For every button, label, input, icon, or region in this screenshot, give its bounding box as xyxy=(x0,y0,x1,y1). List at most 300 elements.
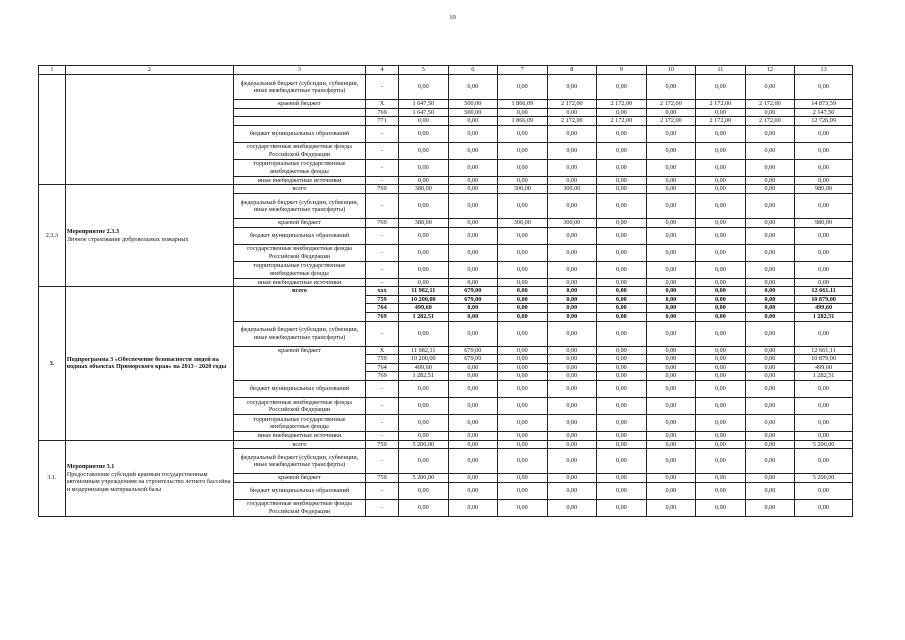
amount-cell: 499,60 xyxy=(795,304,853,313)
amount-cell: 0,00 xyxy=(448,474,498,483)
code-cell: - xyxy=(366,261,399,278)
amount-cell: 0,00 xyxy=(498,397,548,414)
amount-cell: 0,00 xyxy=(696,499,746,516)
amount-cell: 0,00 xyxy=(745,449,795,474)
amount-cell: 0,00 xyxy=(646,176,696,185)
amount-cell: 0,00 xyxy=(448,304,498,313)
amount-cell: 0,00 xyxy=(696,482,746,499)
amount-cell: 0,00 xyxy=(745,108,795,117)
code-cell: 769 xyxy=(366,312,399,321)
amount-cell: 0,00 xyxy=(597,159,647,176)
amount-cell: 0,00 xyxy=(399,117,449,126)
amount-cell: 0,00 xyxy=(646,227,696,244)
amount-cell: 1 282,51 xyxy=(399,372,449,381)
amount-cell: 0,00 xyxy=(696,278,746,287)
amount-cell: 0,00 xyxy=(696,218,746,227)
amount-cell: 0,00 xyxy=(498,295,548,304)
amount-cell: 500,00 xyxy=(448,108,498,117)
amount-cell: 0,00 xyxy=(547,287,597,296)
funding-source xyxy=(233,117,365,126)
amount-cell: 5 200,00 xyxy=(795,474,853,483)
amount-cell: 0,00 xyxy=(745,261,795,278)
amount-cell: 0,00 xyxy=(498,142,548,159)
amount-cell: 0,00 xyxy=(498,176,548,185)
amount-cell: 679,00 xyxy=(448,346,498,355)
amount-cell: 0,00 xyxy=(498,431,548,440)
amount-cell: 0,00 xyxy=(646,372,696,381)
measure-description: Предоставление субсидий краевым государственным автономным учреждениям на строительство летнего бассейна и модернизация материальной базы xyxy=(66,470,231,493)
amount-cell: 2 172,00 xyxy=(597,100,647,109)
amount-cell: 0,00 xyxy=(498,159,548,176)
amount-cell: 380,00 xyxy=(399,218,449,227)
amount-cell: 300,00 xyxy=(498,185,548,194)
amount-cell: 0,00 xyxy=(597,449,647,474)
code-cell: - xyxy=(366,125,399,142)
funding-source: бюджет муниципальных образований xyxy=(233,482,365,499)
amount-cell: 0,00 xyxy=(547,295,597,304)
amount-cell: 10 879,00 xyxy=(795,355,853,364)
amount-cell: 0,00 xyxy=(745,397,795,414)
funding-source xyxy=(233,108,365,117)
funding-source: государственные внебюджетные фонды Российской Федерации xyxy=(233,397,365,414)
amount-cell: 0,00 xyxy=(696,244,746,261)
amount-cell: 1 647,50 xyxy=(399,100,449,109)
amount-cell: 0,00 xyxy=(597,304,647,313)
amount-cell: 0,00 xyxy=(696,227,746,244)
amount-cell: 0,00 xyxy=(448,363,498,372)
amount-cell: 0,00 xyxy=(646,449,696,474)
amount-cell: 0,00 xyxy=(597,295,647,304)
amount-cell: 0,00 xyxy=(498,278,548,287)
amount-cell: 0,00 xyxy=(745,414,795,431)
funding-source: всего xyxy=(233,440,365,449)
code-cell: X xyxy=(366,346,399,355)
amount-cell: 0,00 xyxy=(399,499,449,516)
amount-cell: 1 866,09 xyxy=(498,117,548,126)
funding-source: краевой бюджет xyxy=(233,346,365,380)
amount-cell: 0,00 xyxy=(696,295,746,304)
col-header: 7 xyxy=(498,66,548,75)
amount-cell: 0,00 xyxy=(646,346,696,355)
col-header: 6 xyxy=(448,66,498,75)
amount-cell: 0,00 xyxy=(448,380,498,397)
code-cell: - xyxy=(366,176,399,185)
amount-cell: 0,00 xyxy=(498,321,548,346)
funding-source: федеральный бюджет (субсидии, субвенции, иные межбюджетные трансферты) xyxy=(233,75,365,100)
amount-cell: 0,00 xyxy=(646,431,696,440)
amount-cell: 0,00 xyxy=(597,278,647,287)
funding-source: бюджет муниципальных образований xyxy=(233,227,365,244)
amount-cell: 0,00 xyxy=(795,321,853,346)
code-cell: - xyxy=(366,321,399,346)
amount-cell: 0,00 xyxy=(547,380,597,397)
amount-cell: 0,00 xyxy=(498,440,548,449)
amount-cell: 12 661,11 xyxy=(795,346,853,355)
amount-cell: 0,00 xyxy=(646,414,696,431)
amount-cell: 0,00 xyxy=(498,380,548,397)
amount-cell: 0,00 xyxy=(498,244,548,261)
amount-cell: 0,00 xyxy=(498,108,548,117)
amount-cell: 0,00 xyxy=(547,346,597,355)
amount-cell: 2 172,00 xyxy=(646,117,696,126)
amount-cell: 0,00 xyxy=(795,449,853,474)
amount-cell: 0,00 xyxy=(745,440,795,449)
amount-cell: 0,00 xyxy=(448,321,498,346)
amount-cell: 679,00 xyxy=(448,355,498,364)
amount-cell: 0,00 xyxy=(498,193,548,218)
amount-cell: 1 647,50 xyxy=(399,108,449,117)
code-cell: 759 xyxy=(366,355,399,364)
funding-source: краевой бюджет xyxy=(233,218,365,227)
amount-cell: 0,00 xyxy=(448,125,498,142)
amount-cell: 0,00 xyxy=(597,355,647,364)
amount-cell: 0,00 xyxy=(696,474,746,483)
measure-title: Мероприятие 2.3.3 xyxy=(66,228,120,236)
funding-source: всего xyxy=(233,185,365,194)
code-cell: - xyxy=(366,482,399,499)
amount-cell: 0,00 xyxy=(547,75,597,100)
col-header: 9 xyxy=(597,66,647,75)
amount-cell: 0,00 xyxy=(597,482,647,499)
amount-cell: 0,00 xyxy=(795,499,853,516)
amount-cell: 0,00 xyxy=(547,440,597,449)
amount-cell: 0,00 xyxy=(399,278,449,287)
amount-cell: 0,00 xyxy=(696,312,746,321)
amount-cell: 0,00 xyxy=(399,244,449,261)
amount-cell: 2 172,00 xyxy=(696,117,746,126)
funding-source: территориальные государственные внебюджетные фонды xyxy=(233,159,365,176)
amount-cell: 0,00 xyxy=(547,125,597,142)
funding-source: государственные внебюджетные фонды Российской Федерации xyxy=(233,499,365,516)
amount-cell: 0,00 xyxy=(597,312,647,321)
amount-cell: 0,00 xyxy=(399,193,449,218)
table-row xyxy=(39,440,853,449)
amount-cell: 0,00 xyxy=(745,321,795,346)
amount-cell: 2 147,50 xyxy=(795,108,853,117)
amount-cell: 0,00 xyxy=(448,499,498,516)
amount-cell: 0,00 xyxy=(399,75,449,100)
funding-source: всего xyxy=(233,287,365,321)
amount-cell: 5 200,00 xyxy=(399,440,449,449)
amount-cell: 0,00 xyxy=(696,193,746,218)
col-header: 13 xyxy=(795,66,853,75)
amount-cell: 0,00 xyxy=(448,431,498,440)
amount-cell: 0,00 xyxy=(696,414,746,431)
amount-cell: 0,00 xyxy=(646,474,696,483)
amount-cell: 0,00 xyxy=(547,159,597,176)
amount-cell: 0,00 xyxy=(547,244,597,261)
amount-cell: 0,00 xyxy=(795,380,853,397)
amount-cell: 0,00 xyxy=(646,380,696,397)
row-title xyxy=(65,185,233,287)
funding-source: федеральный бюджет (субсидии, субвенции, иные межбюджетные трансферты) xyxy=(233,449,365,474)
funding-source: иные внебюджетные источники xyxy=(233,431,365,440)
page-number: 10 xyxy=(449,14,456,21)
amount-cell: 0,00 xyxy=(646,397,696,414)
amount-cell: 1 282,51 xyxy=(795,312,853,321)
amount-cell: 0,00 xyxy=(597,261,647,278)
amount-cell: 0,00 xyxy=(745,278,795,287)
amount-cell: 0,00 xyxy=(597,431,647,440)
amount-cell: 0,00 xyxy=(646,159,696,176)
amount-cell: 0,00 xyxy=(646,363,696,372)
code-cell: 759 xyxy=(366,474,399,483)
amount-cell: 0,00 xyxy=(795,261,853,278)
amount-cell: 0,00 xyxy=(745,499,795,516)
code-cell: 769 xyxy=(366,218,399,227)
amount-cell: 0,00 xyxy=(498,312,548,321)
amount-cell: 0,00 xyxy=(745,474,795,483)
code-cell: - xyxy=(366,142,399,159)
amount-cell: 0,00 xyxy=(696,142,746,159)
col-header: 4 xyxy=(366,66,399,75)
amount-cell: 0,00 xyxy=(745,372,795,381)
code-cell: xxx xyxy=(366,287,399,296)
amount-cell: 0,00 xyxy=(745,125,795,142)
amount-cell: 0,00 xyxy=(696,372,746,381)
col-header: 8 xyxy=(547,66,597,75)
amount-cell: 0,00 xyxy=(597,227,647,244)
amount-cell: 0,00 xyxy=(547,312,597,321)
code-cell: - xyxy=(366,244,399,261)
amount-cell: 0,00 xyxy=(399,321,449,346)
amount-cell: 0,00 xyxy=(745,482,795,499)
amount-cell: 5 200,00 xyxy=(399,474,449,483)
amount-cell: 0,00 xyxy=(745,193,795,218)
code-cell: - xyxy=(366,414,399,431)
amount-cell: 0,00 xyxy=(795,159,853,176)
code-cell: 764 xyxy=(366,304,399,313)
code-cell: - xyxy=(366,193,399,218)
code-cell: - xyxy=(366,431,399,440)
code-cell: - xyxy=(366,449,399,474)
amount-cell: 0,00 xyxy=(745,142,795,159)
amount-cell: 11 982,11 xyxy=(399,346,449,355)
amount-cell: 0,00 xyxy=(795,482,853,499)
table-row xyxy=(39,75,853,100)
amount-cell: 0,00 xyxy=(448,227,498,244)
amount-cell: 0,00 xyxy=(597,75,647,100)
amount-cell: 0,00 xyxy=(399,414,449,431)
funding-source: иные внебюджетные источники xyxy=(233,176,365,185)
funding-source: иные внебюджетные источники xyxy=(233,278,365,287)
amount-cell: 2 172,00 xyxy=(547,100,597,109)
amount-cell: 0,00 xyxy=(498,75,548,100)
amount-cell: 0,00 xyxy=(399,482,449,499)
amount-cell: 0,00 xyxy=(498,449,548,474)
amount-cell: 0,00 xyxy=(745,176,795,185)
amount-cell: 0,00 xyxy=(696,380,746,397)
amount-cell: 0,00 xyxy=(696,304,746,313)
amount-cell: 499,60 xyxy=(399,304,449,313)
amount-cell: 0,00 xyxy=(745,355,795,364)
amount-cell: 0,00 xyxy=(399,159,449,176)
amount-cell: 0,00 xyxy=(448,185,498,194)
budget-table xyxy=(38,65,853,517)
amount-cell: 0,00 xyxy=(498,261,548,278)
amount-cell: 499,60 xyxy=(399,363,449,372)
amount-cell: 0,00 xyxy=(646,125,696,142)
amount-cell: 380,00 xyxy=(399,185,449,194)
amount-cell: 0,00 xyxy=(547,227,597,244)
amount-cell: 0,00 xyxy=(745,218,795,227)
funding-source: государственные внебюджетные фонды Российской Федерации xyxy=(233,244,365,261)
amount-cell: 0,00 xyxy=(498,474,548,483)
amount-cell: 0,00 xyxy=(448,117,498,126)
amount-cell: 0,00 xyxy=(597,185,647,194)
amount-cell: 0,00 xyxy=(597,108,647,117)
code-cell: 764 xyxy=(366,363,399,372)
amount-cell: 0,00 xyxy=(646,287,696,296)
funding-source: краевой бюджет xyxy=(233,474,365,483)
row-title xyxy=(65,75,233,185)
amount-cell: 5 200,00 xyxy=(795,440,853,449)
amount-cell: 0,00 xyxy=(498,372,548,381)
amount-cell: 0,00 xyxy=(448,278,498,287)
amount-cell: 0,00 xyxy=(646,482,696,499)
amount-cell: 0,00 xyxy=(646,278,696,287)
funding-source: бюджет муниципальных образований xyxy=(233,125,365,142)
amount-cell: 0,00 xyxy=(399,431,449,440)
amount-cell: 0,00 xyxy=(597,346,647,355)
col-header: 12 xyxy=(745,66,795,75)
amount-cell: 10 200,00 xyxy=(399,355,449,364)
row-number xyxy=(39,75,66,185)
code-cell: - xyxy=(366,75,399,100)
row-number: 2.3.3 xyxy=(39,185,66,287)
funding-source: федеральный бюджет (субсидии, субвенции, иные межбюджетные трансферты) xyxy=(233,321,365,346)
amount-cell: 0,00 xyxy=(646,75,696,100)
code-cell: 759 xyxy=(366,295,399,304)
code-cell: X xyxy=(366,100,399,109)
code-cell: - xyxy=(366,278,399,287)
amount-cell: 0,00 xyxy=(498,227,548,244)
amount-cell: 980,00 xyxy=(795,218,853,227)
funding-source: краевой бюджет xyxy=(233,100,365,109)
code-cell: 769 xyxy=(366,108,399,117)
amount-cell: 2 172,00 xyxy=(646,100,696,109)
col-header: 10 xyxy=(646,66,696,75)
amount-cell: 0,00 xyxy=(498,482,548,499)
code-cell: - xyxy=(366,499,399,516)
amount-cell: 0,00 xyxy=(795,75,853,100)
funding-source: государственные внебюджетные фонды Российской Федерации xyxy=(233,142,365,159)
header-row xyxy=(39,66,853,75)
amount-cell: 0,00 xyxy=(745,295,795,304)
col-header: 3 xyxy=(233,66,365,75)
amount-cell: 0,00 xyxy=(696,440,746,449)
amount-cell: 0,00 xyxy=(745,287,795,296)
amount-cell: 0,00 xyxy=(399,449,449,474)
amount-cell: 0,00 xyxy=(795,176,853,185)
funding-source: федеральный бюджет (субсидии, субвенции, иные межбюджетные трансферты) xyxy=(233,193,365,218)
amount-cell: 0,00 xyxy=(597,440,647,449)
amount-cell: 300,00 xyxy=(547,218,597,227)
amount-cell: 0,00 xyxy=(547,482,597,499)
amount-cell: 0,00 xyxy=(696,355,746,364)
amount-cell: 10 879,00 xyxy=(795,295,853,304)
code-cell: 769 xyxy=(366,185,399,194)
amount-cell: 0,00 xyxy=(597,474,647,483)
amount-cell: 0,00 xyxy=(597,372,647,381)
amount-cell: 0,00 xyxy=(448,75,498,100)
code-cell: - xyxy=(366,380,399,397)
amount-cell: 0,00 xyxy=(597,397,647,414)
amount-cell: 0,00 xyxy=(696,185,746,194)
amount-cell: 0,00 xyxy=(597,193,647,218)
amount-cell: 0,00 xyxy=(646,261,696,278)
amount-cell: 0,00 xyxy=(547,474,597,483)
code-cell: 759 xyxy=(366,440,399,449)
amount-cell: 0,00 xyxy=(696,397,746,414)
amount-cell: 0,00 xyxy=(696,321,746,346)
amount-cell: 0,00 xyxy=(498,125,548,142)
table-row xyxy=(39,185,853,194)
amount-cell: 0,00 xyxy=(547,193,597,218)
amount-cell: 0,00 xyxy=(646,185,696,194)
amount-cell: 0,00 xyxy=(448,244,498,261)
amount-cell: 0,00 xyxy=(646,295,696,304)
amount-cell: 0,00 xyxy=(399,261,449,278)
amount-cell: 0,00 xyxy=(696,75,746,100)
amount-cell: 679,00 xyxy=(448,295,498,304)
amount-cell: 0,00 xyxy=(745,244,795,261)
amount-cell: 0,00 xyxy=(448,414,498,431)
amount-cell: 1 866,09 xyxy=(498,100,548,109)
amount-cell: 0,00 xyxy=(448,482,498,499)
amount-cell: 0,00 xyxy=(597,321,647,346)
amount-cell: 0,00 xyxy=(547,304,597,313)
amount-cell: 0,00 xyxy=(795,142,853,159)
measure-title: Мероприятие 3.1 xyxy=(66,463,115,471)
row-number: 3. xyxy=(39,287,66,440)
amount-cell: 0,00 xyxy=(646,304,696,313)
amount-cell: 2 172,00 xyxy=(597,117,647,126)
amount-cell: 0,00 xyxy=(745,380,795,397)
funding-source: бюджет муниципальных образований xyxy=(233,380,365,397)
amount-cell: 0,00 xyxy=(696,125,746,142)
amount-cell: 0,00 xyxy=(646,108,696,117)
amount-cell: 0,00 xyxy=(448,312,498,321)
amount-cell: 0,00 xyxy=(745,159,795,176)
amount-cell: 0,00 xyxy=(795,431,853,440)
amount-cell: 0,00 xyxy=(547,363,597,372)
amount-cell: 0,00 xyxy=(597,363,647,372)
amount-cell: 500,00 xyxy=(448,100,498,109)
amount-cell: 0,00 xyxy=(795,397,853,414)
amount-cell: 0,00 xyxy=(399,380,449,397)
amount-cell: 0,00 xyxy=(547,372,597,381)
amount-cell: 0,00 xyxy=(795,414,853,431)
amount-cell: 0,00 xyxy=(399,227,449,244)
measure-title: Подпрограмма 3 «Обеспечение безопасности людей на водных объектах Приморского края» на 2013 - 2020 годы xyxy=(66,355,227,371)
amount-cell: 0,00 xyxy=(646,244,696,261)
amount-cell: 0,00 xyxy=(745,363,795,372)
table-body xyxy=(39,66,853,517)
amount-cell: 12 661,11 xyxy=(795,287,853,296)
amount-cell: 14 873,59 xyxy=(795,100,853,109)
amount-cell: 0,00 xyxy=(547,431,597,440)
amount-cell: 0,00 xyxy=(696,261,746,278)
amount-cell: 0,00 xyxy=(646,440,696,449)
amount-cell: 0,00 xyxy=(547,397,597,414)
amount-cell: 0,00 xyxy=(399,142,449,159)
amount-cell: 0,00 xyxy=(745,346,795,355)
amount-cell: 0,00 xyxy=(597,287,647,296)
row-number: 3.1. xyxy=(39,440,66,516)
amount-cell: 0,00 xyxy=(498,304,548,313)
amount-cell: 300,00 xyxy=(547,185,597,194)
